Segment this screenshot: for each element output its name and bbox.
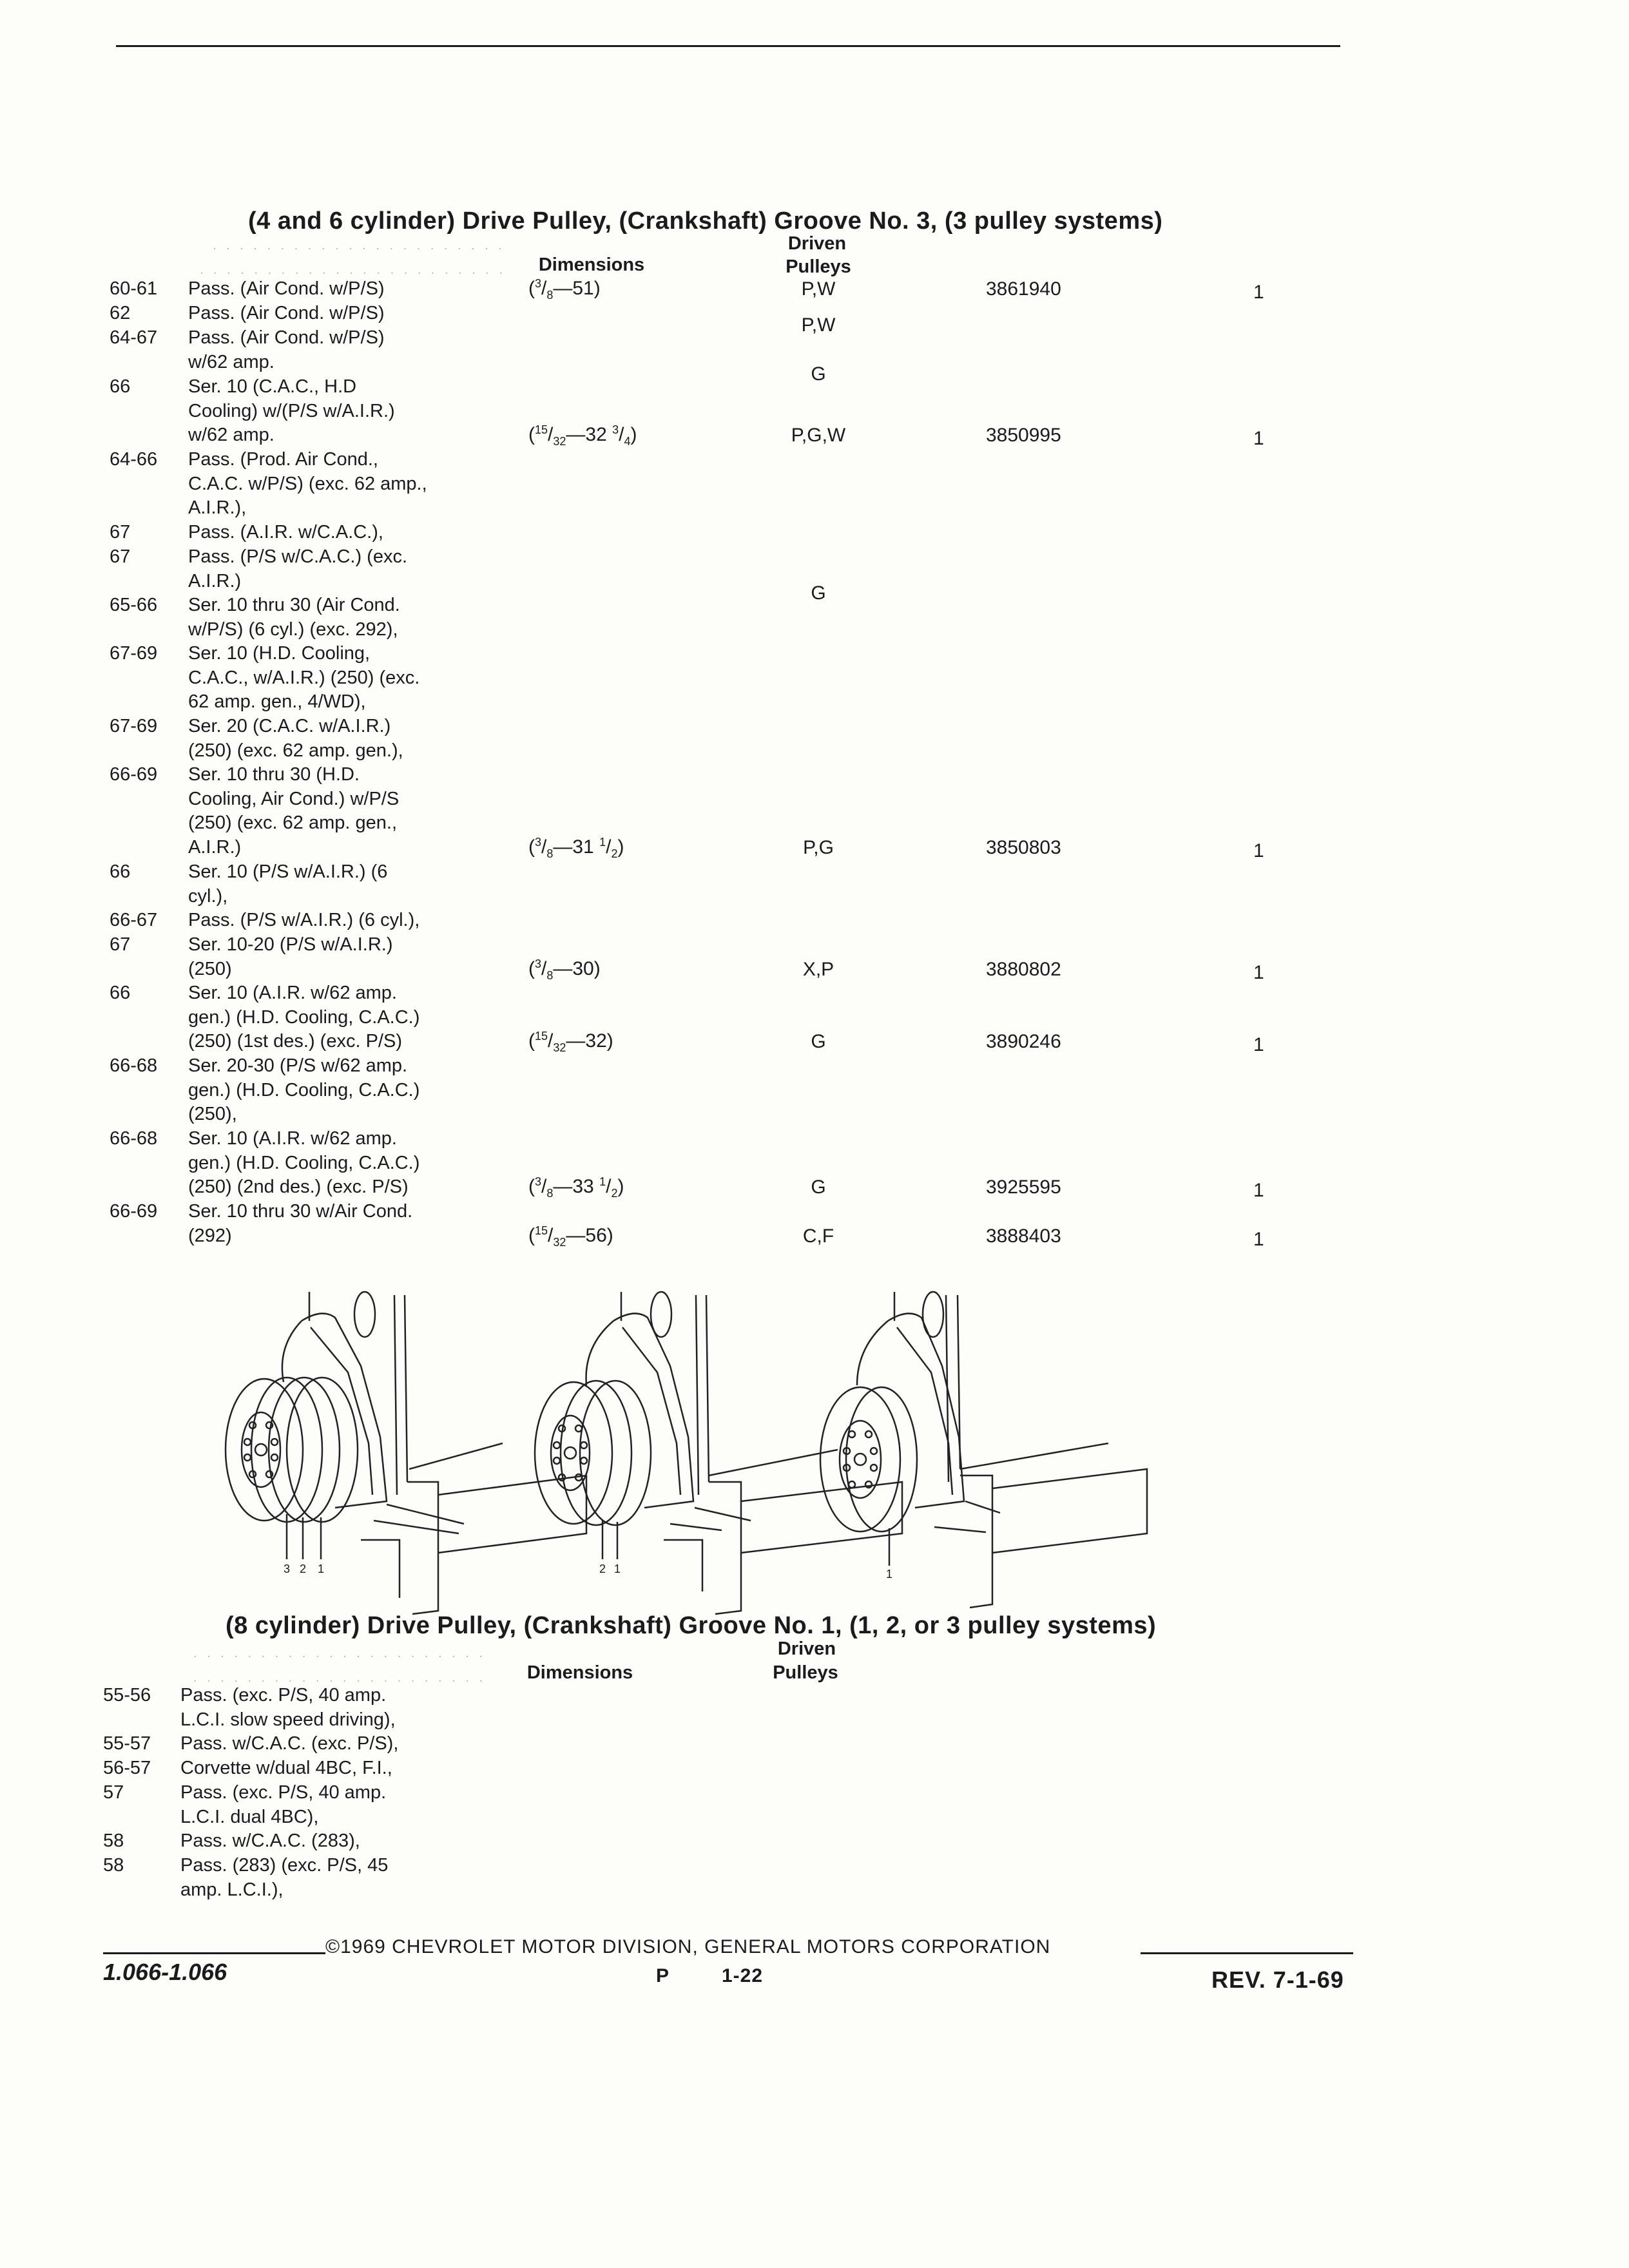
row-driven-pulleys: P,W — [801, 314, 836, 336]
row-years: 64-67 — [110, 327, 158, 348]
row-dimensions: $(^3/_8—51)$ — [528, 277, 601, 302]
row-description: Ser. 20 (C.A.C. w/A.I.R.) (250) (exc. 62 amp. gen.), — [188, 716, 403, 761]
row-years: 67-69 — [110, 643, 158, 664]
footer-page-number: 1-22 — [722, 1965, 764, 1986]
row-years: 55-56 — [103, 1685, 151, 1706]
footer-rule-left — [103, 1952, 325, 1954]
dot-leader: . . . . . . . . . . . . . . . . . . . . . . — [193, 1646, 486, 1660]
row-dimensions: $(^3/_8—30)$ — [528, 957, 601, 982]
row-quantity: 1 — [1253, 840, 1264, 861]
row-dimensions: $(^{15}/_{32}—32)$ — [528, 1030, 613, 1054]
col-head-pulleys: Pulleys — [786, 256, 851, 277]
dot-leader: . . . . . . . . . . . . . . . . . . . . . . . — [200, 263, 506, 277]
row-part-number: 3850995 — [986, 425, 1061, 446]
row-dimensions: ($^{15}/_{32}—32$ $^3/_4$) — [528, 423, 637, 448]
row-quantity: 1 — [1253, 1180, 1264, 1201]
row-years: 66 — [110, 983, 131, 1003]
row-years: 66 — [110, 376, 131, 397]
row-driven-pulleys: G — [811, 1177, 826, 1198]
row-description: Ser. 10 thru 30 (Air Cond. w/P/S) (6 cyl.) (exc. 292), — [188, 595, 400, 640]
footer-page-prefix: P — [656, 1965, 670, 1986]
row-description: Ser. 10 (A.I.R. w/62 amp. gen.) (H.D. Cooling, C.A.C.) (250) (1st des.) (exc. P/S) — [188, 983, 420, 1052]
row-quantity: 1 — [1253, 1034, 1264, 1055]
row-dimensions: ($^3/_8—33$ $^1/_2$) — [528, 1175, 624, 1200]
row-years: 66-67 — [110, 910, 158, 930]
col-head-driven: Driven — [777, 1639, 836, 1659]
row-years: 67-69 — [110, 716, 158, 736]
row-years: 64-66 — [110, 449, 158, 470]
row-dimensions: $(^{15}/_{32}—56)$ — [528, 1224, 613, 1249]
row-part-number: 3850803 — [986, 836, 1061, 858]
row-quantity: 1 — [1253, 961, 1264, 983]
row-quantity: 1 — [1253, 282, 1264, 303]
row-years: 58 — [103, 1831, 124, 1851]
row-driven-pulleys: G — [811, 582, 826, 604]
row-description: Pass. (Air Cond. w/P/S) — [188, 278, 385, 299]
row-years: 57 — [103, 1782, 124, 1803]
row-description: Pass. (Air Cond. w/P/S) w/62 amp. — [188, 327, 385, 372]
section1-title: (4 and 6 cylinder) Drive Pulley, (Crankshaft) Groove No. 3, (3 pulley systems) — [248, 207, 1163, 235]
col-head-driven: Driven — [787, 233, 847, 254]
row-description: Pass. (P/S w/C.A.C.) (exc. A.I.R.) — [188, 546, 407, 591]
row-quantity: 1 — [1253, 428, 1264, 449]
fig2-label-2: 2 — [599, 1562, 606, 1575]
row-years: 62 — [110, 303, 131, 323]
row-part-number: 3880802 — [986, 958, 1061, 980]
row-driven-pulleys: P,G,W — [791, 425, 846, 446]
col-head-dimensions: Dimensions — [526, 1662, 633, 1683]
row-quantity: 1 — [1253, 1228, 1264, 1250]
footer-copyright: ©1969 CHEVROLET MOTOR DIVISION, GENERAL MOTORS CORPORATION — [325, 1936, 1051, 1957]
row-part-number: 3888403 — [986, 1225, 1061, 1247]
row-part-number: 3925595 — [986, 1177, 1061, 1198]
row-dimensions: ($^3/_8—31$ $^1/_2$) — [528, 835, 624, 860]
row-driven-pulleys: G — [811, 363, 826, 385]
row-years: 60-61 — [110, 278, 158, 299]
row-description: Ser. 10 (P/S w/A.I.R.) (6 cyl.), — [188, 861, 388, 907]
row-description: Ser. 10 (H.D. Cooling, C.A.C., w/A.I.R.) (250) (exc. 62 amp. gen., 4/WD), — [188, 643, 420, 712]
row-description: Pass. (P/S w/A.I.R.) (6 cyl.), — [188, 910, 420, 930]
dot-leader: . . . . . . . . . . . . . . . . . . . . . . — [213, 238, 505, 253]
row-years: 65-66 — [110, 595, 158, 615]
figure-single-groove-pulley — [820, 1292, 1147, 1608]
footer-revision: REV. 7-1-69 — [1211, 1966, 1344, 1993]
row-part-number: 3861940 — [986, 278, 1061, 300]
row-years: 66-68 — [110, 1128, 158, 1149]
row-part-number: 3890246 — [986, 1031, 1061, 1052]
row-driven-pulleys: G — [811, 1031, 826, 1052]
row-years: 66-69 — [110, 764, 158, 785]
footer-code: 1.066-1.066 — [103, 1959, 227, 1985]
fig3-label-1: 1 — [886, 1568, 893, 1581]
dot-leader: . . . . . . . . . . . . . . . . . . . . . . — [193, 1671, 486, 1685]
row-description: Corvette w/dual 4BC, F.I., — [180, 1758, 392, 1778]
fig1-label-2: 2 — [300, 1562, 307, 1575]
figure-three-groove-pulley — [226, 1292, 586, 1614]
row-years: 67 — [110, 522, 131, 543]
row-description: Pass. (exc. P/S, 40 amp. L.C.I. dual 4BC), — [180, 1782, 387, 1827]
row-driven-pulleys: P,G — [803, 836, 834, 858]
row-description: Ser. 10 (C.A.C., H.D Cooling) w/(P/S w/A.I.R.) w/62 amp. — [188, 376, 395, 445]
row-years: 67 — [110, 546, 131, 567]
footer-rule-right — [1141, 1952, 1353, 1954]
row-description: Pass. (exc. P/S, 40 amp. L.C.I. slow speed driving), — [180, 1685, 396, 1730]
row-description: Ser. 10 thru 30 w/Air Cond. (292) — [188, 1201, 413, 1246]
row-driven-pulleys: C,F — [802, 1225, 834, 1247]
col-head-dimensions: Dimensions — [538, 255, 645, 275]
row-years: 67 — [110, 934, 131, 955]
row-description: Ser. 10-20 (P/S w/A.I.R.) (250) — [188, 934, 393, 979]
section2-title: (8 cylinder) Drive Pulley, (Crankshaft) Groove No. 1, (1, 2, or 3 pulley systems) — [226, 1612, 1157, 1639]
figure-two-groove-pulley — [535, 1292, 902, 1614]
row-description: Ser. 10 thru 30 (H.D. Cooling, Air Cond.) w/P/S (250) (exc. 62 amp. gen., A.I.R.) — [188, 764, 400, 858]
row-description: Ser. 10 (A.I.R. w/62 amp. gen.) (H.D. Cooling, C.A.C.) (250) (2nd des.) (exc. P/S) — [188, 1128, 420, 1197]
fig1-label-3: 3 — [284, 1562, 291, 1575]
fig1-label-1: 1 — [318, 1562, 325, 1575]
row-description: Pass. w/C.A.C. (283), — [180, 1831, 360, 1851]
row-years: 66 — [110, 861, 131, 882]
col-head-pulleys: Pulleys — [773, 1662, 838, 1683]
row-description: Ser. 20-30 (P/S w/62 amp. gen.) (H.D. Cooling, C.A.C.) (250), — [188, 1055, 420, 1124]
row-description: Pass. (Prod. Air Cond., C.A.C. w/P/S) (exc. 62 amp., A.I.R.), — [188, 449, 427, 518]
row-description: Pass. (Air Cond. w/P/S) — [188, 303, 385, 323]
row-description: Pass. (A.I.R. w/C.A.C.), — [188, 522, 383, 543]
row-years: 66-68 — [110, 1055, 158, 1076]
row-years: 58 — [103, 1855, 124, 1876]
row-description: Pass. (283) (exc. P/S, 45 amp. L.C.I.), — [180, 1855, 389, 1900]
row-driven-pulleys: X,P — [802, 958, 834, 980]
row-description: Pass. w/C.A.C. (exc. P/S), — [180, 1733, 399, 1754]
row-driven-pulleys: P,W — [801, 278, 836, 300]
row-years: 66-69 — [110, 1201, 158, 1222]
row-years: 55-57 — [103, 1733, 151, 1754]
row-years: 56-57 — [103, 1758, 151, 1778]
fig2-label-1: 1 — [614, 1562, 621, 1575]
